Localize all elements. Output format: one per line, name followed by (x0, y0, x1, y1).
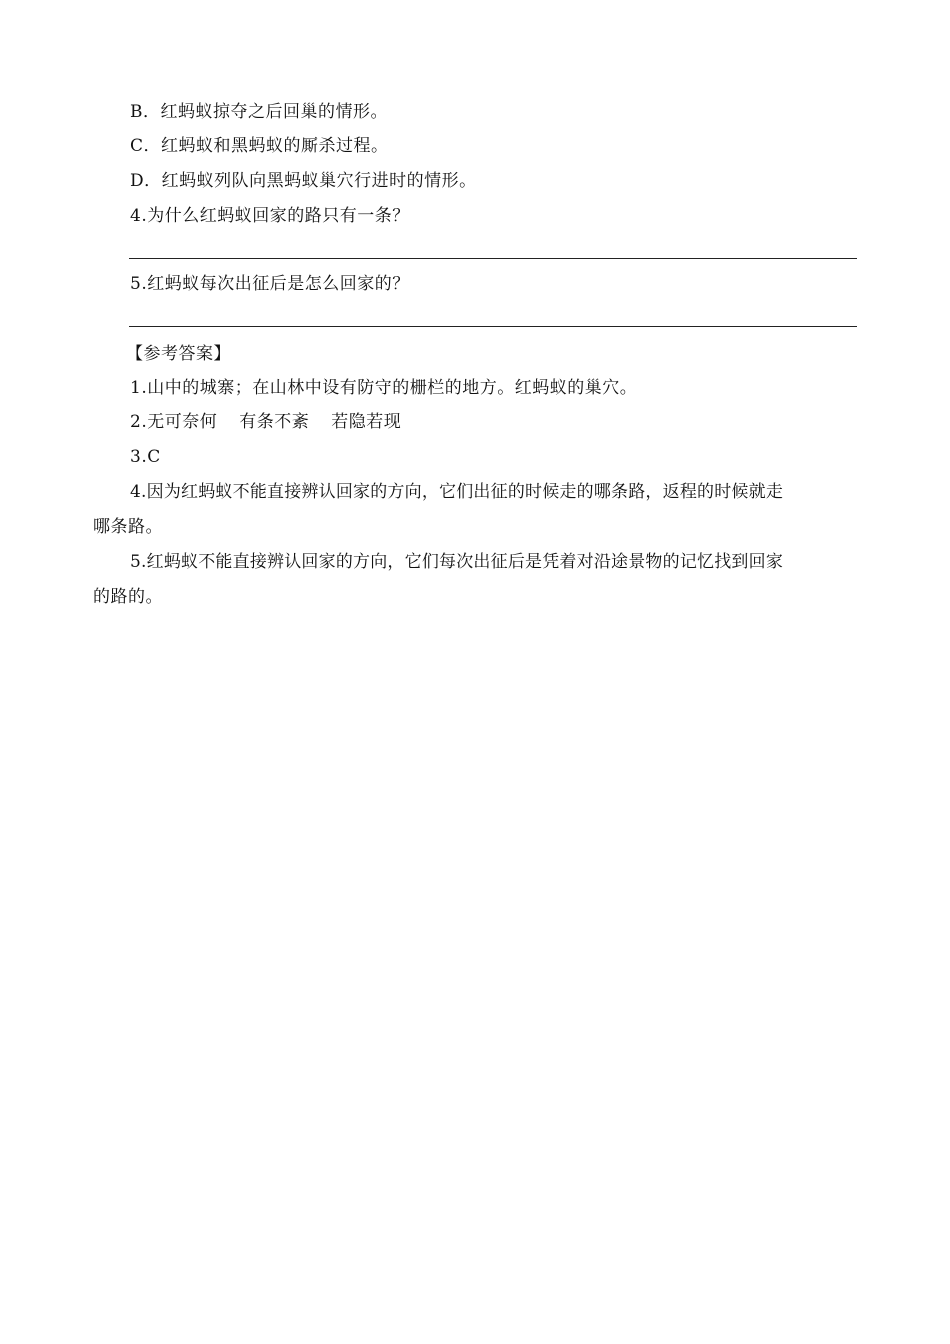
answer-2-word-3: 若隐若现 (331, 412, 402, 432)
answer-heading: 【参考答案】 (126, 344, 231, 364)
option-c: C．红蚂蚁和黑蚂蚁的厮杀过程。 (130, 136, 389, 156)
answer-2-word-2: 有条不紊 (239, 412, 310, 432)
answer-1: 1.山中的城寨；在山林中设有防守的栅栏的地方。红蚂蚁的巢穴。 (130, 378, 638, 398)
answer-4-line-1: 4.因为红蚂蚁不能直接辨认回家的方向，它们出征的时候走的哪条路，返程的时候就走 (130, 482, 784, 502)
answer-4-line-2: 哪条路。 (93, 517, 163, 537)
answer-blank-line-5 (129, 326, 857, 327)
question-4: 4.为什么红蚂蚁回家的路只有一条？ (130, 206, 410, 226)
answer-2-word-1: 2.无可奈何 (130, 412, 218, 432)
answer-5-line-2: 的路的。 (93, 587, 163, 607)
answer-3: 3.C (130, 447, 161, 467)
question-5: 5.红蚂蚁每次出征后是怎么回家的？ (130, 274, 410, 294)
answer-2 (130, 410, 401, 434)
answer-blank-line-4 (129, 258, 857, 259)
answer-5-line-1: 5.红蚂蚁不能直接辨认回家的方向，它们每次出征后是凭着对沿途景物的记忆找到回家 (130, 552, 784, 572)
option-b: B．红蚂蚁掠夺之后回巢的情形。 (130, 102, 388, 122)
option-d: D．红蚂蚁列队向黑蚂蚁巢穴行进时的情形。 (130, 171, 477, 191)
